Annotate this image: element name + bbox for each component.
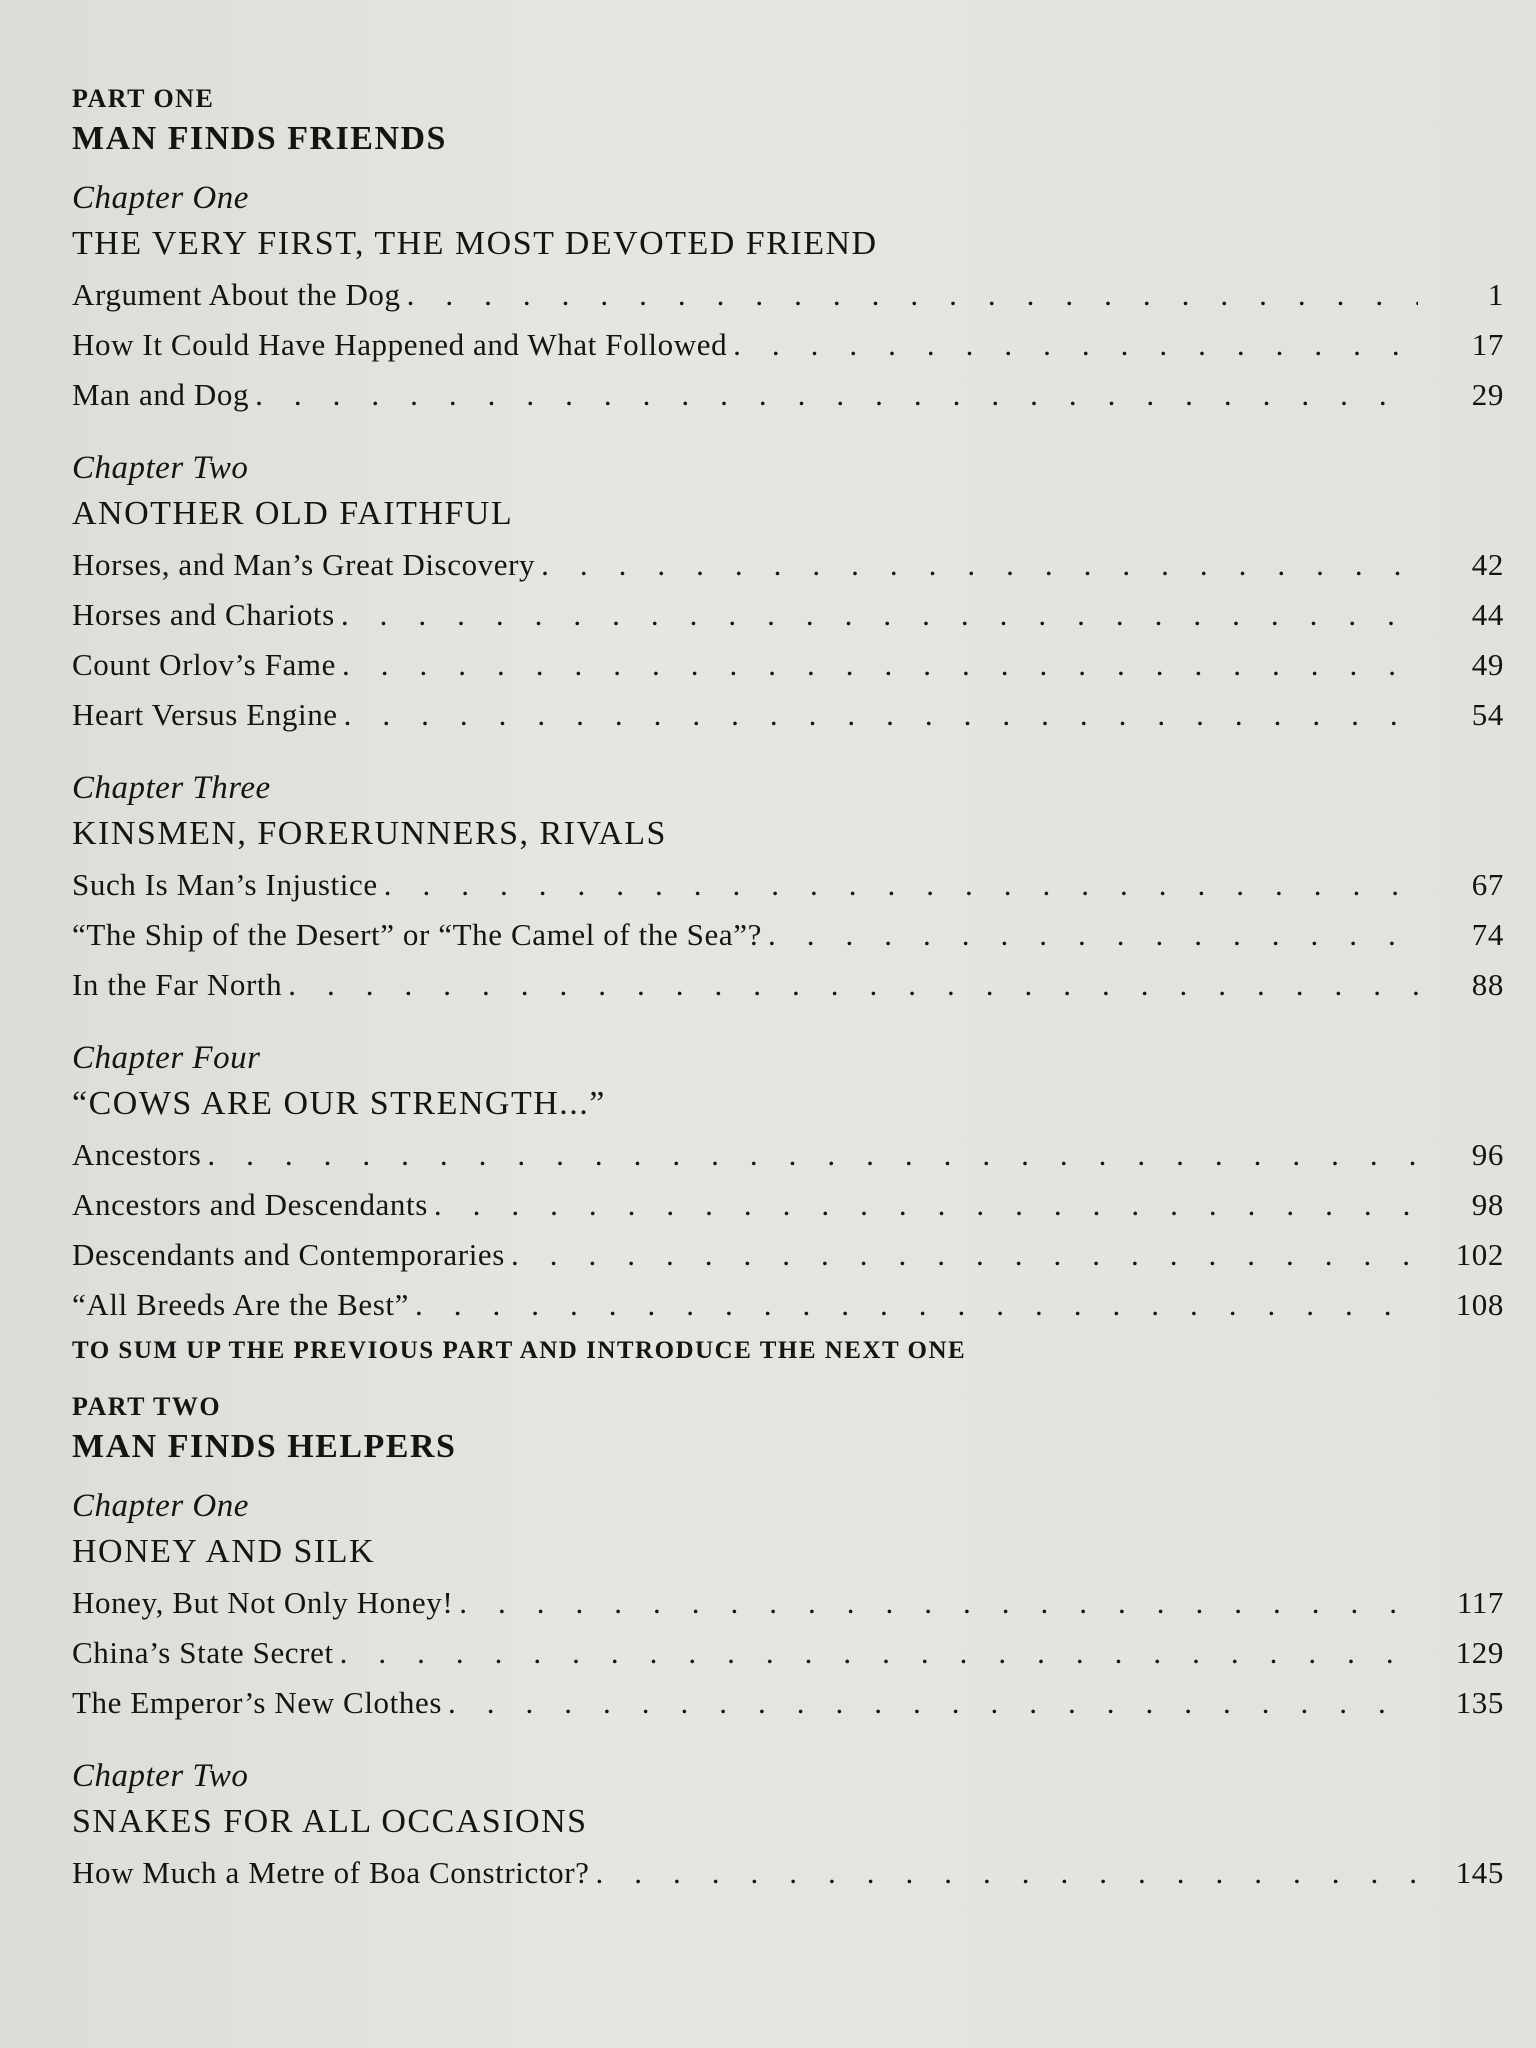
entry-page: 44 (1471, 597, 1504, 632)
part-label: PART ONE (72, 84, 215, 113)
entry-page: 67 (1471, 867, 1504, 902)
dot-leader (255, 370, 1418, 420)
dot-leader (511, 1230, 1418, 1280)
chapter-title: ANOTHER OLD FAITHFUL (72, 495, 514, 532)
entry-title: Heart Versus Engine (72, 697, 338, 732)
chapter-label: Chapter Four (72, 1040, 261, 1076)
chapter-label: Chapter One (72, 1488, 249, 1524)
toc-entry (72, 1848, 1504, 1898)
entry-page: 108 (1455, 1287, 1504, 1322)
chapter-label: Chapter Two (72, 450, 249, 486)
entry-page: 49 (1471, 647, 1504, 682)
entry-title: Argument About the Dog (72, 277, 401, 312)
dot-leader (541, 540, 1418, 590)
chapter-title: SNAKES FOR ALL OCCASIONS (72, 1803, 588, 1840)
toc-entry (72, 540, 1504, 590)
toc-entry (72, 640, 1504, 690)
entry-title: Honey, But Not Only Honey! (72, 1585, 454, 1620)
entry-title: Man and Dog (72, 377, 250, 412)
part-label: PART TWO (72, 1392, 222, 1421)
dot-leader (384, 860, 1418, 910)
entry-title: Count Orlov’s Fame (72, 647, 336, 682)
entry-page: 102 (1455, 1237, 1504, 1272)
entry-page: 145 (1455, 1855, 1504, 1890)
toc-entry (72, 320, 1504, 370)
chapter-label: Chapter One (72, 180, 249, 216)
toc-entry (72, 270, 1504, 320)
chapter (72, 1036, 1504, 1330)
entry-title: Ancestors (72, 1137, 202, 1172)
summary-heading: TO SUM UP THE PREVIOUS PART AND INTRODUCE THE NEXT ONE (72, 1337, 967, 1364)
toc-entry (72, 590, 1504, 640)
entry-title: Ancestors and Descendants (72, 1187, 428, 1222)
toc-entry (72, 860, 1504, 910)
entry-title: China’s State Secret (72, 1635, 334, 1670)
part-one (72, 82, 1504, 1330)
toc-entry (72, 1678, 1504, 1728)
dot-leader (448, 1678, 1418, 1728)
dot-leader (459, 1578, 1418, 1628)
entry-page: 1 (1487, 277, 1504, 312)
entry-title: “The Ship of the Desert” or “The Camel of the Sea”? (72, 917, 762, 952)
dot-leader (340, 1628, 1418, 1678)
dot-leader (207, 1130, 1418, 1180)
toc-entry (72, 370, 1504, 420)
toc-entry (72, 1578, 1504, 1628)
dot-leader (434, 1180, 1418, 1230)
entry-title: How It Could Have Happened and What Followed (72, 327, 728, 362)
chapter (72, 176, 1504, 420)
entry-title: How Much a Metre of Boa Constrictor? (72, 1855, 590, 1890)
table-of-contents (72, 82, 1504, 1924)
toc-entry (72, 1230, 1504, 1280)
entry-page: 29 (1471, 377, 1504, 412)
toc-entry (72, 1180, 1504, 1230)
toc-entry (72, 1130, 1504, 1180)
dot-leader (341, 590, 1418, 640)
chapter (72, 766, 1504, 1010)
part-title: MAN FINDS HELPERS (72, 1428, 457, 1465)
entry-page: 96 (1471, 1137, 1504, 1172)
entry-page: 17 (1471, 327, 1504, 362)
entry-page: 98 (1471, 1187, 1504, 1222)
chapter-title: HONEY AND SILK (72, 1533, 376, 1570)
chapter-label: Chapter Three (72, 770, 271, 806)
entry-title: In the Far North (72, 967, 283, 1002)
chapter (72, 446, 1504, 740)
dot-leader (415, 1280, 1418, 1330)
toc-entry (72, 1628, 1504, 1678)
entry-page: 135 (1455, 1685, 1504, 1720)
entry-page: 129 (1455, 1635, 1504, 1670)
chapter (72, 1754, 1504, 1898)
entry-page: 42 (1471, 547, 1504, 582)
toc-entry (72, 910, 1504, 960)
dot-leader (407, 270, 1418, 320)
toc-entry (72, 1280, 1504, 1330)
entry-title: Descendants and Contemporaries (72, 1237, 505, 1272)
chapter-title: “COWS ARE OUR STRENGTH...” (72, 1085, 606, 1122)
dot-leader (595, 1848, 1418, 1898)
chapter (72, 1484, 1504, 1728)
entry-page: 54 (1471, 697, 1504, 732)
entry-title: Horses and Chariots (72, 597, 335, 632)
dot-leader (342, 640, 1418, 690)
chapter-title: KINSMEN, FORERUNNERS, RIVALS (72, 815, 667, 852)
dot-leader (733, 320, 1418, 370)
dot-leader (288, 960, 1418, 1010)
dot-leader (768, 910, 1418, 960)
toc-entry (72, 690, 1504, 740)
toc-entry (72, 960, 1504, 1010)
chapter-title: THE VERY FIRST, THE MOST DEVOTED FRIEND (72, 225, 878, 262)
entry-title: Horses, and Man’s Great Discovery (72, 547, 536, 582)
entry-title: “All Breeds Are the Best” (72, 1287, 409, 1322)
entry-title: Such Is Man’s Injustice (72, 867, 378, 902)
entry-page: 117 (1456, 1585, 1504, 1620)
entry-page: 88 (1471, 967, 1504, 1002)
dot-leader (344, 690, 1418, 740)
part-title: MAN FINDS FRIENDS (72, 120, 447, 157)
entry-page: 74 (1471, 917, 1504, 952)
entry-title: The Emperor’s New Clothes (72, 1685, 442, 1720)
part-two (72, 1390, 1504, 1898)
chapter-label: Chapter Two (72, 1758, 249, 1794)
